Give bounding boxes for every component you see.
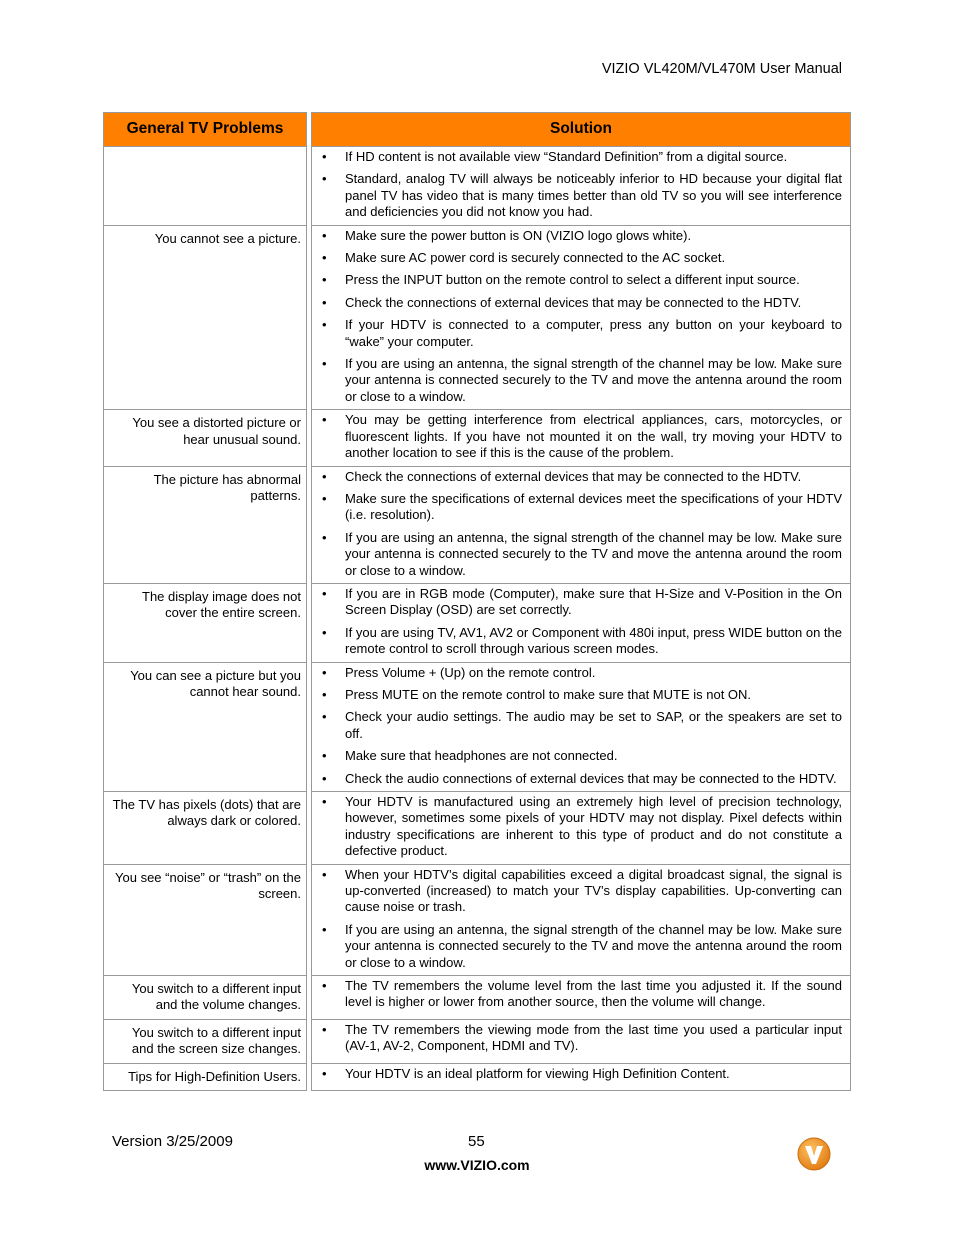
- problem-cell: You can see a picture but you cannot hear sound.: [104, 662, 307, 791]
- list-item: [312, 586, 842, 619]
- table-row: [104, 1019, 851, 1063]
- list-item: [312, 412, 842, 461]
- solution-cell: [312, 466, 851, 583]
- bullet-icon: •: [322, 468, 327, 484]
- solution-text: Make sure the specifications of external devices meet the specifications of your HDTV (i.e. resolution).: [345, 490, 842, 523]
- table-row: [104, 583, 851, 662]
- solution-text: If your HDTV is connected to a computer, press any button on your keyboard to “wake” your computer.: [345, 317, 842, 349]
- problem-cell: You switch to a different input and the volume changes.: [104, 976, 307, 1020]
- solution-text: Your HDTV is an ideal platform for viewing High Definition Content.: [345, 1065, 730, 1081]
- solution-text: Make sure that headphones are not connected.: [345, 748, 618, 764]
- table-row: [104, 410, 851, 466]
- bullet-icon: •: [322, 686, 327, 702]
- solution-text: Check the audio connections of external devices that may be connected to the HDTV.: [345, 770, 837, 786]
- bullet-icon: •: [322, 412, 327, 428]
- bullet-icon: •: [322, 624, 327, 640]
- bullet-icon: •: [322, 709, 327, 725]
- problem-cell: The picture has abnormal patterns.: [104, 466, 307, 583]
- bullet-icon: •: [322, 794, 327, 809]
- solution-text: The TV remembers the volume level from the last time you adjusted it. If the sound level is higher or lower from another source, then the volume will change.: [345, 978, 842, 1010]
- problem-cell: You see a distorted picture or hear unusual sound.: [104, 410, 307, 466]
- list-item: [312, 709, 842, 742]
- solution-text: The TV remembers the viewing mode from the last time you used a particular input (AV-1, AV-2, Component, HDMI and TV).: [345, 1021, 842, 1054]
- solution-cell: [312, 662, 851, 791]
- bullet-icon: •: [322, 585, 327, 601]
- solution-cell: [312, 1063, 851, 1090]
- list-item: [312, 922, 842, 971]
- list-item: [312, 1066, 842, 1082]
- bullet-icon: •: [322, 866, 327, 882]
- bullet-icon: •: [322, 1021, 327, 1037]
- solution-text: If you are in RGB mode (Computer), make sure that H-Size and V-Position in the On Screen Display (OSD) are set correctly.: [345, 585, 842, 618]
- table-row: [104, 225, 851, 410]
- troubleshooting-table: [103, 112, 851, 1091]
- table-row: [104, 864, 851, 975]
- table-row: [104, 147, 851, 226]
- list-item: [312, 491, 842, 524]
- problem-cell: The TV has pixels (dots) that are always dark or colored.: [104, 792, 307, 865]
- problem-cell: You switch to a different input and the screen size changes.: [104, 1019, 307, 1063]
- page-number: 55: [468, 1133, 485, 1150]
- solution-text: Press MUTE on the remote control to make sure that MUTE is not ON.: [345, 686, 752, 702]
- list-item: [312, 867, 842, 916]
- solution-list: [312, 412, 842, 461]
- list-item: [312, 771, 842, 787]
- solution-list: [312, 586, 842, 658]
- column-header-solution: Solution: [312, 113, 851, 147]
- solution-list: [312, 978, 842, 1011]
- list-item: [312, 530, 842, 579]
- document-title: VIZIO VL420M/VL470M User Manual: [601, 61, 842, 77]
- solution-text: Make sure AC power cord is securely connected to the AC socket.: [345, 250, 726, 266]
- bullet-icon: •: [322, 227, 327, 243]
- footer-url: www.VIZIO.com: [424, 1157, 530, 1173]
- vizio-v-logo-icon: [797, 1137, 831, 1171]
- bullet-icon: •: [322, 921, 327, 937]
- solution-list: [312, 794, 842, 860]
- solution-text: If HD content is not available view “Standard Definition” from a digital source.: [345, 149, 788, 164]
- bullet-icon: •: [322, 748, 327, 764]
- list-item: [312, 149, 842, 165]
- solution-text: Standard, analog TV will always be noticeably inferior to HD because your digital flat panel TV has video that is many times better than old TV so you will see interference and deficiencies you did not know you had.: [345, 171, 842, 220]
- problem-cell: Tips for High-Definition Users.: [104, 1063, 307, 1090]
- problem-cell: You see “noise” or “trash” on the screen.: [104, 864, 307, 975]
- solution-list: [312, 469, 842, 579]
- solution-text: Make sure the power button is ON (VIZIO logo glows white).: [345, 227, 692, 243]
- problem-cell: The display image does not cover the entire screen.: [104, 583, 307, 662]
- list-item: [312, 250, 842, 266]
- solution-cell: [312, 792, 851, 865]
- bullet-icon: •: [322, 664, 327, 680]
- list-item: [312, 665, 842, 681]
- bullet-icon: •: [322, 356, 327, 372]
- list-item: [312, 228, 842, 244]
- problem-cell: You cannot see a picture.: [104, 225, 307, 410]
- solution-list: [312, 149, 842, 221]
- solution-list: [312, 228, 842, 406]
- bullet-icon: •: [322, 770, 327, 786]
- list-item: [312, 171, 842, 220]
- problem-cell: [104, 147, 307, 226]
- table-row: [104, 976, 851, 1020]
- bullet-icon: •: [322, 149, 327, 164]
- solution-text: Check the connections of external devices that may be connected to the HDTV.: [345, 468, 802, 484]
- solution-cell: [312, 864, 851, 975]
- table-row: [104, 792, 851, 865]
- solution-text: You may be getting interference from electrical appliances, cars, motorcycles, or fluorescent lights. If you have not mounted it on the wall, try moving your HDTV to another location to see if this is the cause of the problem.: [345, 412, 842, 461]
- bullet-icon: •: [322, 317, 327, 333]
- solution-text: If you are using an antenna, the signal strength of the channel may be low. Make sure your antenna is connected securely to the TV and move the antenna around the room or close to a window.: [345, 356, 842, 404]
- table-row: [104, 662, 851, 791]
- solution-list: [312, 665, 842, 787]
- solution-text: Check your audio settings. The audio may be set to SAP, or the speakers are set to off.: [345, 709, 842, 741]
- list-item: [312, 794, 842, 860]
- list-item: [312, 978, 842, 1011]
- solution-cell: [312, 410, 851, 466]
- list-item: [312, 1022, 842, 1055]
- list-item: [312, 356, 842, 405]
- bullet-icon: •: [322, 171, 327, 187]
- solution-cell: [312, 147, 851, 226]
- solution-text: When your HDTV’s digital capabilities exceed a digital broadcast signal, the signal is up-converted (increased) to match your TV’s display capabilities. Up-converting can cause noise or trash.: [345, 866, 842, 915]
- bullet-icon: •: [322, 250, 327, 266]
- table-row: [104, 1063, 851, 1090]
- list-item: [312, 469, 842, 485]
- bullet-icon: •: [322, 529, 327, 545]
- list-item: [312, 317, 842, 350]
- table-row: [104, 466, 851, 583]
- solution-text: Your HDTV is manufactured using an extremely high level of precision technology, however, sometimes some pixels of your HDTV may not display. Pixel defects within industry specifications are inherent to this type of product and do not constitute a defective product.: [345, 794, 842, 859]
- list-item: [312, 272, 842, 288]
- list-item: [312, 625, 842, 658]
- solution-text: Press the INPUT button on the remote control to select a different input source.: [345, 272, 800, 288]
- solution-cell: [312, 225, 851, 410]
- table-header-row: [104, 113, 851, 147]
- list-item: [312, 748, 842, 764]
- solution-cell: [312, 1019, 851, 1063]
- column-header-problems: General TV Problems: [104, 113, 307, 147]
- bullet-icon: •: [322, 1065, 327, 1081]
- solution-text: Check the connections of external devices that may be connected to the HDTV.: [345, 294, 802, 310]
- solution-list: [312, 1022, 842, 1055]
- solution-text: If you are using an antenna, the signal strength of the channel may be low. Make sure your antenna is connected securely to the TV and move the antenna around the room or close to a window.: [345, 921, 842, 970]
- bullet-icon: •: [322, 272, 327, 288]
- bullet-icon: •: [322, 294, 327, 310]
- list-item: [312, 687, 842, 703]
- solution-text: If you are using an antenna, the signal strength of the channel may be low. Make sure your antenna is connected securely to the TV and move the antenna around the room or close to a window.: [345, 529, 842, 578]
- footer-version: Version 3/25/2009: [112, 1133, 233, 1150]
- list-item: [312, 295, 842, 311]
- solution-list: [312, 1066, 842, 1082]
- solution-text: If you are using TV, AV1, AV2 or Component with 480i input, press WIDE button on the remote control to scroll through various screen modes.: [345, 624, 842, 657]
- solution-list: [312, 867, 842, 971]
- solution-cell: [312, 976, 851, 1020]
- bullet-icon: •: [322, 490, 327, 506]
- solution-cell: [312, 583, 851, 662]
- solution-text: Press Volume + (Up) on the remote control.: [345, 664, 596, 680]
- bullet-icon: •: [322, 978, 327, 994]
